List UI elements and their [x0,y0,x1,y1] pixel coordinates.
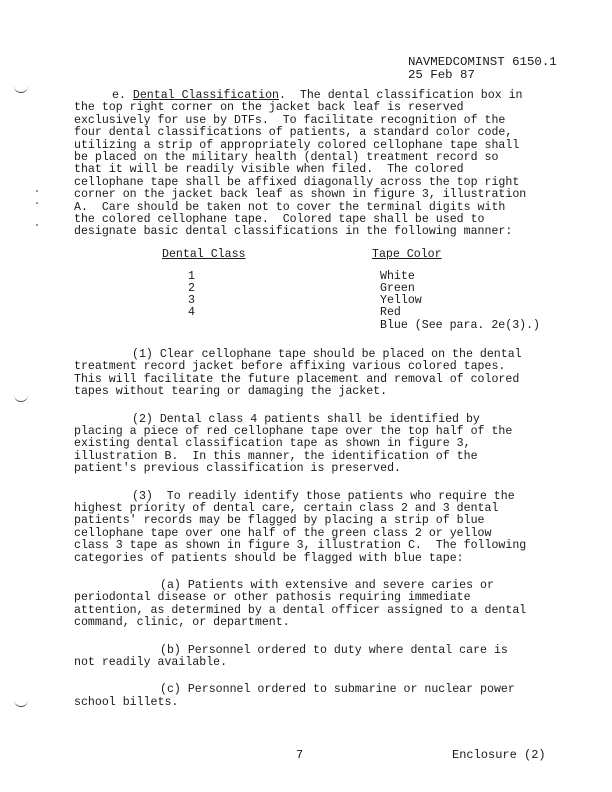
para-2-line: existing dental classification tape as shown in figure 3, [74,437,471,451]
table-cell-class: 4 [188,305,195,319]
para-2-line: illustration B. In this manner, the identification of the [74,449,478,463]
para-1-line: (1) Clear cellophane tape should be placed on the dental [132,347,522,361]
page-number: 7 [296,748,304,762]
section-e-line: be placed on the military health (dental) treatment record so [74,151,499,165]
para-2-line: (2) Dental class 4 patients shall be identified by [132,412,480,426]
binder-mark [14,395,28,402]
para-3-line: cellophane tape over one half of the green class 2 or yellow [74,526,492,540]
sub-b-line: (b) Personnel ordered to duty where dental care is [160,643,508,657]
scan-speck [36,190,38,192]
section-label: e. [112,89,126,102]
sub-a-line: attention, as determined by a dental officer assigned to a dental [74,603,527,617]
table-header-tape-color: Tape Color [372,247,442,261]
para-3-line: categories of patients should be flagged with blue tape: [74,551,464,565]
binder-mark [14,86,28,93]
section-e-first-line: e. Dental Classification. The dental classification box in [112,89,523,102]
scan-speck [36,202,38,204]
section-e-line: A. Care should be taken not to cover the terminal digits with [74,200,506,214]
para-3-line: (3) To readily identify those patients who require the [132,489,515,503]
table-cell-class: 2 [188,281,195,295]
table-cell-color: Blue (See para. 2e(3).) [380,318,541,332]
para-2-line: placing a piece of red cellophane tape over the top half of the [74,424,513,438]
section-e-line: exclusively for use by DTFs. To facilitate recognition of the [74,113,506,127]
section-e-line: the top right corner on the jacket back leaf is reserved [74,101,464,115]
section-e-line: four dental classifications of patients, a standard color code, [74,126,513,140]
table-cell-color: Yellow [380,293,422,307]
binder-mark [14,700,28,707]
enclosure-label: Enclosure (2) [452,748,546,762]
instruction-number: NAVMEDCOMINST 6150.1 [408,55,557,69]
para-3-line: highest priority of dental care, certain class 2 and 3 dental [74,501,499,515]
table-cell-color: Red [380,305,401,319]
table-header-dental-class: Dental Class [162,247,246,261]
section-title: Dental Classification [132,89,279,102]
para-3-line: class 3 tape as shown in figure 3, illustration C. The following [74,539,527,553]
section-e-line: the colored cellophane tape. Colored tape shall be used to [74,213,485,227]
para-1-line: treatment record jacket before affixing various colored tapes. [74,360,506,374]
table-cell-class: 3 [188,293,195,307]
sub-a-line: periodontal disease or other pathosis requiring immediate [74,591,471,605]
para-2-line: patient's previous classification is preserved. [74,462,401,476]
table-cell-class: 1 [188,269,195,283]
para-3-line: patients' records may be flagged by placing a strip of blue [74,514,485,528]
document-date: 25 Feb 87 [408,68,475,82]
section-e-line: cellophane tape shall be affixed diagonally across the top right [74,175,520,189]
section-e-line: utilizing a strip of appropriately colored cellophane tape shall [74,138,520,152]
section-e-line: designate basic dental classifications in the following manner: [74,225,513,239]
section-e-line: corner on the jacket back leaf as shown in figure 3, illustration [74,188,527,202]
table-cell-color: White [380,269,415,283]
para-1-line: tapes without tearing or damaging the jacket. [74,385,388,399]
sub-a-line: command, clinic, or department. [74,616,290,630]
table-cell-color: Green [380,281,415,295]
para-1-line: This will facilitate the future placement and removal of colored [74,372,520,386]
scan-speck [36,224,38,226]
section-e-line: that it will be readily visible when filed. The colored [74,163,464,177]
sub-b-line: not readily available. [74,656,228,669]
document-header [408,56,557,82]
sub-c-line: school billets. [74,695,179,709]
document-body [74,90,564,709]
sub-a-line: (a) Patients with extensive and severe caries or [160,578,494,592]
sub-c-line: (c) Personnel ordered to submarine or nuclear power [160,683,515,697]
dental-class-table [74,249,564,349]
